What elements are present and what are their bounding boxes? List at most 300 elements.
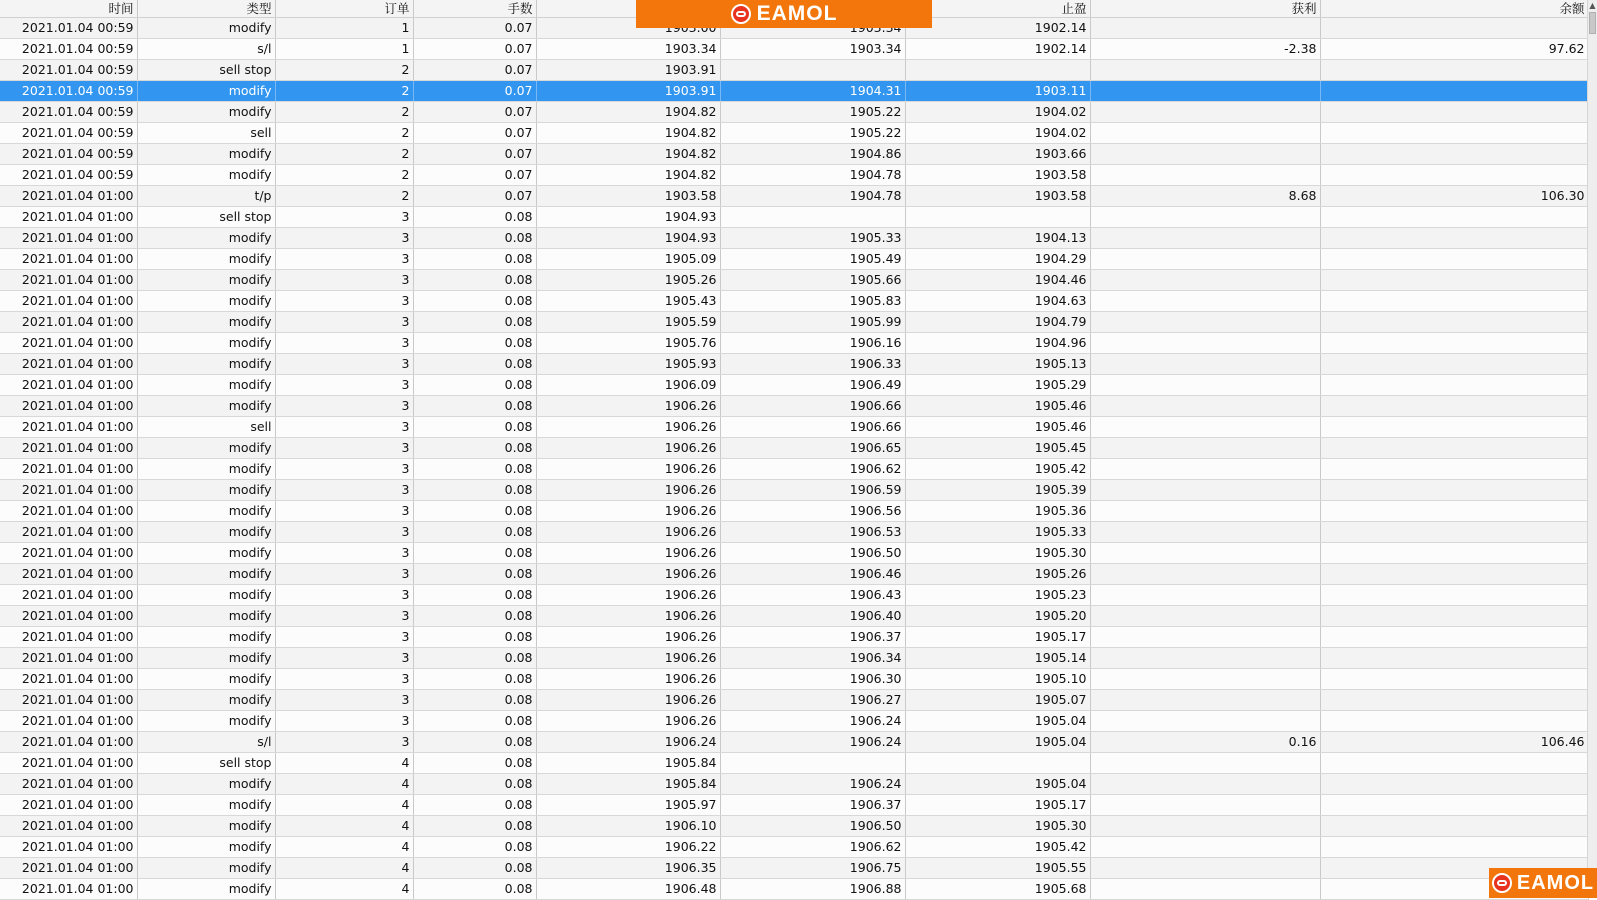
cell-order: 3 [275,228,413,249]
cell-balance [1320,564,1588,585]
cell-type: modify [137,690,275,711]
table-row[interactable] [0,270,1588,291]
cell-order: 3 [275,501,413,522]
cell-type: sell stop [137,207,275,228]
cell-profit [1090,501,1320,522]
column-header-profit[interactable]: 获利 [1090,0,1320,18]
table-row[interactable] [0,375,1588,396]
cell-type: modify [137,480,275,501]
cell-stop-loss: 1906.50 [720,816,905,837]
cell-type: modify [137,81,275,102]
cell-time: 2021.01.04 00:59 [0,18,137,39]
cell-stop-loss: 1906.49 [720,375,905,396]
cell-type: modify [137,627,275,648]
cell-balance [1320,81,1588,102]
cell-take-profit: 1905.45 [905,438,1090,459]
cell-volume: 0.08 [413,795,536,816]
cell-profit [1090,396,1320,417]
cell-stop-loss: 1906.24 [720,774,905,795]
table-row[interactable] [0,522,1588,543]
cell-take-profit: 1902.14 [905,18,1090,39]
table-row[interactable] [0,711,1588,732]
cell-balance [1320,816,1588,837]
scroll-up-arrow-icon[interactable]: ▲ [1589,1,1596,10]
cell-profit [1090,669,1320,690]
cell-volume: 0.08 [413,291,536,312]
cell-take-profit [905,207,1090,228]
cell-profit [1090,417,1320,438]
cell-balance [1320,207,1588,228]
cell-stop-loss: 1904.86 [720,144,905,165]
cell-order: 4 [275,774,413,795]
cell-order: 3 [275,459,413,480]
column-header-balance[interactable]: 余额 [1320,0,1588,18]
cell-take-profit: 1903.11 [905,81,1090,102]
cell-balance [1320,543,1588,564]
cell-balance [1320,585,1588,606]
cell-volume: 0.08 [413,459,536,480]
cell-price: 1903.34 [536,39,720,60]
cell-take-profit: 1905.04 [905,774,1090,795]
cell-balance [1320,438,1588,459]
cell-take-profit: 1904.96 [905,333,1090,354]
cell-balance [1320,417,1588,438]
cell-time: 2021.01.04 01:00 [0,606,137,627]
cell-stop-loss: 1904.78 [720,186,905,207]
table-row[interactable] [0,207,1588,228]
cell-profit [1090,648,1320,669]
cell-time: 2021.01.04 00:59 [0,39,137,60]
cell-stop-loss: 1906.16 [720,333,905,354]
table-row[interactable] [0,144,1588,165]
cell-balance [1320,396,1588,417]
table-row[interactable] [0,543,1588,564]
table-row[interactable] [0,123,1588,144]
cell-order: 3 [275,585,413,606]
cell-take-profit: 1905.68 [905,879,1090,900]
cell-order: 3 [275,417,413,438]
cell-price: 1906.26 [536,606,720,627]
cell-time: 2021.01.04 01:00 [0,627,137,648]
cell-order: 2 [275,165,413,186]
cell-stop-loss [720,753,905,774]
table-row[interactable] [0,333,1588,354]
vertical-scrollbar[interactable] [1587,0,1597,898]
cell-balance [1320,795,1588,816]
cell-balance [1320,522,1588,543]
table-row[interactable] [0,249,1588,270]
cell-type: modify [137,165,275,186]
table-row[interactable] [0,795,1588,816]
cell-volume: 0.07 [413,39,536,60]
cell-stop-loss: 1906.59 [720,480,905,501]
table-row[interactable] [0,669,1588,690]
cell-profit [1090,690,1320,711]
cell-order: 3 [275,669,413,690]
cell-price: 1904.93 [536,228,720,249]
cell-type: modify [137,585,275,606]
cell-time: 2021.01.04 01:00 [0,249,137,270]
cell-time: 2021.01.04 00:59 [0,144,137,165]
cell-order: 3 [275,522,413,543]
cell-take-profit: 1905.46 [905,417,1090,438]
cell-type: modify [137,459,275,480]
cell-profit [1090,816,1320,837]
cell-volume: 0.08 [413,585,536,606]
cell-balance [1320,480,1588,501]
cell-order: 3 [275,711,413,732]
cell-type: modify [137,333,275,354]
cell-order: 2 [275,102,413,123]
table-row[interactable] [0,690,1588,711]
cell-type: s/l [137,39,275,60]
eamol-logo-icon [731,4,751,24]
banner-brand-text: EAMOL [756,2,838,25]
cell-price: 1906.26 [536,396,720,417]
cell-time: 2021.01.04 01:00 [0,291,137,312]
table-row[interactable] [0,312,1588,333]
column-header-order[interactable]: 订单 [275,0,413,18]
cell-profit [1090,207,1320,228]
cell-price: 1905.93 [536,354,720,375]
cell-time: 2021.01.04 01:00 [0,879,137,900]
cell-profit [1090,627,1320,648]
cell-time: 2021.01.04 00:59 [0,60,137,81]
cell-order: 3 [275,270,413,291]
cell-type: sell stop [137,60,275,81]
cell-take-profit: 1905.20 [905,606,1090,627]
cell-type: modify [137,291,275,312]
cell-price: 1906.24 [536,732,720,753]
cell-order: 3 [275,354,413,375]
cell-take-profit: 1905.42 [905,459,1090,480]
cell-order: 3 [275,480,413,501]
table-row[interactable] [0,732,1588,753]
cell-profit [1090,375,1320,396]
cell-price: 1906.26 [536,522,720,543]
cell-price: 1904.82 [536,123,720,144]
cell-take-profit: 1904.46 [905,270,1090,291]
table-row[interactable] [0,417,1588,438]
cell-volume: 0.08 [413,207,536,228]
cell-take-profit: 1905.04 [905,732,1090,753]
table-row[interactable] [0,564,1588,585]
cell-type: modify [137,312,275,333]
cell-stop-loss: 1906.30 [720,669,905,690]
cell-balance [1320,753,1588,774]
cell-take-profit: 1905.07 [905,690,1090,711]
cell-price: 1906.26 [536,648,720,669]
cell-balance [1320,627,1588,648]
cell-stop-loss: 1906.62 [720,459,905,480]
cell-profit [1090,354,1320,375]
cell-time: 2021.01.04 01:00 [0,543,137,564]
cell-order: 3 [275,438,413,459]
table-row[interactable] [0,165,1588,186]
cell-time: 2021.01.04 01:00 [0,774,137,795]
cell-profit: 0.16 [1090,732,1320,753]
cell-type: modify [137,270,275,291]
cell-time: 2021.01.04 01:00 [0,669,137,690]
cell-stop-loss: 1906.24 [720,732,905,753]
cell-balance [1320,291,1588,312]
cell-balance [1320,501,1588,522]
cell-balance [1320,354,1588,375]
cell-balance [1320,459,1588,480]
table-row[interactable] [0,228,1588,249]
cell-balance [1320,606,1588,627]
cell-time: 2021.01.04 01:00 [0,753,137,774]
cell-price: 1905.97 [536,795,720,816]
table-row[interactable] [0,81,1588,102]
column-header-volume[interactable]: 手数 [413,0,536,18]
cell-order: 3 [275,396,413,417]
table-row[interactable] [0,60,1588,81]
cell-profit [1090,312,1320,333]
cell-profit [1090,228,1320,249]
column-header-type[interactable]: 类型 [137,0,275,18]
cell-time: 2021.01.04 01:00 [0,312,137,333]
cell-balance [1320,690,1588,711]
cell-order: 3 [275,690,413,711]
cell-type: modify [137,501,275,522]
cell-take-profit: 1905.42 [905,837,1090,858]
cell-take-profit [905,753,1090,774]
cell-volume: 0.08 [413,375,536,396]
cell-price: 1906.09 [536,375,720,396]
cell-type: modify [137,228,275,249]
cell-take-profit: 1903.58 [905,186,1090,207]
column-header-time[interactable]: 时间 [0,0,137,18]
cell-order: 3 [275,543,413,564]
cell-stop-loss: 1906.65 [720,438,905,459]
cell-balance: 106.30 [1320,186,1588,207]
cell-type: s/l [137,732,275,753]
cell-price: 1904.82 [536,144,720,165]
cell-type: modify [137,879,275,900]
cell-order: 3 [275,333,413,354]
cell-type: modify [137,669,275,690]
cell-take-profit: 1904.02 [905,102,1090,123]
cell-time: 2021.01.04 01:00 [0,732,137,753]
cell-volume: 0.08 [413,312,536,333]
cell-take-profit: 1905.04 [905,711,1090,732]
cell-profit [1090,522,1320,543]
table-row[interactable] [0,774,1588,795]
cell-time: 2021.01.04 00:59 [0,123,137,144]
table-row[interactable] [0,858,1588,879]
cell-volume: 0.07 [413,165,536,186]
cell-volume: 0.08 [413,858,536,879]
cell-price: 1903.91 [536,81,720,102]
cell-volume: 0.08 [413,837,536,858]
cell-volume: 0.08 [413,690,536,711]
cell-balance [1320,249,1588,270]
cell-volume: 0.08 [413,816,536,837]
cell-stop-loss: 1906.88 [720,879,905,900]
cell-profit [1090,879,1320,900]
cell-price: 1906.26 [536,543,720,564]
column-header-take-profit[interactable]: 止盈 [905,0,1090,18]
cell-stop-loss: 1905.22 [720,102,905,123]
cell-price: 1906.26 [536,480,720,501]
table-row[interactable] [0,39,1588,60]
cell-balance [1320,375,1588,396]
cell-take-profit: 1903.66 [905,144,1090,165]
table-row[interactable] [0,438,1588,459]
cell-profit [1090,711,1320,732]
table-row[interactable] [0,459,1588,480]
cell-time: 2021.01.04 01:00 [0,375,137,396]
table-row[interactable] [0,816,1588,837]
cell-order: 2 [275,81,413,102]
cell-volume: 0.08 [413,732,536,753]
table-row[interactable] [0,102,1588,123]
cell-order: 2 [275,123,413,144]
cell-stop-loss: 1906.66 [720,396,905,417]
cell-time: 2021.01.04 01:00 [0,711,137,732]
cell-take-profit: 1905.26 [905,564,1090,585]
cell-type: sell stop [137,753,275,774]
cell-balance [1320,228,1588,249]
cell-stop-loss: 1906.56 [720,501,905,522]
cell-type: modify [137,144,275,165]
cell-volume: 0.07 [413,186,536,207]
table-row[interactable] [0,480,1588,501]
cell-time: 2021.01.04 01:00 [0,564,137,585]
cell-order: 2 [275,60,413,81]
cell-volume: 0.07 [413,144,536,165]
cell-price: 1905.84 [536,774,720,795]
cell-volume: 0.08 [413,522,536,543]
cell-order: 2 [275,144,413,165]
cell-volume: 0.07 [413,18,536,39]
cell-volume: 0.07 [413,81,536,102]
cell-stop-loss: 1906.66 [720,417,905,438]
cell-type: modify [137,102,275,123]
table-row[interactable] [0,585,1588,606]
corner-brand-text: EAMOL [1516,871,1595,894]
cell-order: 3 [275,312,413,333]
cell-order: 4 [275,858,413,879]
cell-profit [1090,144,1320,165]
cell-profit [1090,291,1320,312]
cell-time: 2021.01.04 01:00 [0,354,137,375]
cell-take-profit: 1905.30 [905,543,1090,564]
cell-take-profit: 1905.29 [905,375,1090,396]
cell-time: 2021.01.04 01:00 [0,333,137,354]
cell-take-profit: 1905.23 [905,585,1090,606]
cell-time: 2021.01.04 01:00 [0,228,137,249]
cell-order: 2 [275,186,413,207]
cell-type: modify [137,354,275,375]
table-row[interactable] [0,291,1588,312]
cell-order: 4 [275,795,413,816]
cell-type: modify [137,18,275,39]
cell-price: 1906.48 [536,879,720,900]
cell-take-profit: 1904.13 [905,228,1090,249]
cell-balance [1320,333,1588,354]
cell-profit: -2.38 [1090,39,1320,60]
cell-balance [1320,270,1588,291]
cell-time: 2021.01.04 01:00 [0,585,137,606]
cell-time: 2021.01.04 00:59 [0,81,137,102]
cell-type: sell [137,417,275,438]
cell-balance [1320,774,1588,795]
cell-order: 1 [275,18,413,39]
cell-take-profit: 1905.14 [905,648,1090,669]
cell-price: 1905.43 [536,291,720,312]
cell-stop-loss: 1904.31 [720,81,905,102]
cell-time: 2021.01.04 01:00 [0,501,137,522]
cell-volume: 0.08 [413,480,536,501]
table-row[interactable] [0,837,1588,858]
cell-volume: 0.07 [413,123,536,144]
cell-profit [1090,858,1320,879]
cell-time: 2021.01.04 01:00 [0,648,137,669]
cell-take-profit: 1903.58 [905,165,1090,186]
cell-time: 2021.01.04 01:00 [0,186,137,207]
eamol-logo-icon [1492,873,1512,893]
cell-stop-loss: 1906.24 [720,711,905,732]
cell-balance [1320,60,1588,81]
cell-time: 2021.01.04 01:00 [0,837,137,858]
cell-take-profit: 1905.17 [905,627,1090,648]
cell-type: sell [137,123,275,144]
cell-profit: 8.68 [1090,186,1320,207]
cell-stop-loss: 1905.49 [720,249,905,270]
cell-price: 1906.26 [536,459,720,480]
cell-balance [1320,123,1588,144]
cell-price: 1905.09 [536,249,720,270]
cell-time: 2021.01.04 01:00 [0,417,137,438]
cell-profit [1090,585,1320,606]
cell-take-profit [905,60,1090,81]
cell-time: 2021.01.04 01:00 [0,438,137,459]
cell-stop-loss: 1906.75 [720,858,905,879]
table-row[interactable] [0,186,1588,207]
table-row[interactable] [0,501,1588,522]
cell-profit [1090,333,1320,354]
cell-order: 3 [275,648,413,669]
cell-stop-loss: 1906.50 [720,543,905,564]
table-row[interactable] [0,606,1588,627]
cell-profit [1090,543,1320,564]
cell-volume: 0.08 [413,354,536,375]
cell-stop-loss: 1905.33 [720,228,905,249]
cell-price: 1906.26 [536,501,720,522]
cell-time: 2021.01.04 01:00 [0,459,137,480]
cell-price: 1906.26 [536,417,720,438]
cell-volume: 0.08 [413,396,536,417]
cell-take-profit: 1905.36 [905,501,1090,522]
cell-price: 1906.26 [536,438,720,459]
scrollbar-thumb[interactable] [1589,12,1596,34]
table-row[interactable] [0,879,1588,900]
table-row[interactable] [0,396,1588,417]
table-row[interactable] [0,354,1588,375]
cell-volume: 0.08 [413,438,536,459]
table-row[interactable] [0,627,1588,648]
cell-time: 2021.01.04 01:00 [0,396,137,417]
table-row[interactable] [0,648,1588,669]
cell-volume: 0.08 [413,270,536,291]
cell-time: 2021.01.04 01:00 [0,522,137,543]
cell-stop-loss: 1906.27 [720,690,905,711]
cell-volume: 0.08 [413,774,536,795]
table-row[interactable] [0,753,1588,774]
cell-order: 3 [275,249,413,270]
